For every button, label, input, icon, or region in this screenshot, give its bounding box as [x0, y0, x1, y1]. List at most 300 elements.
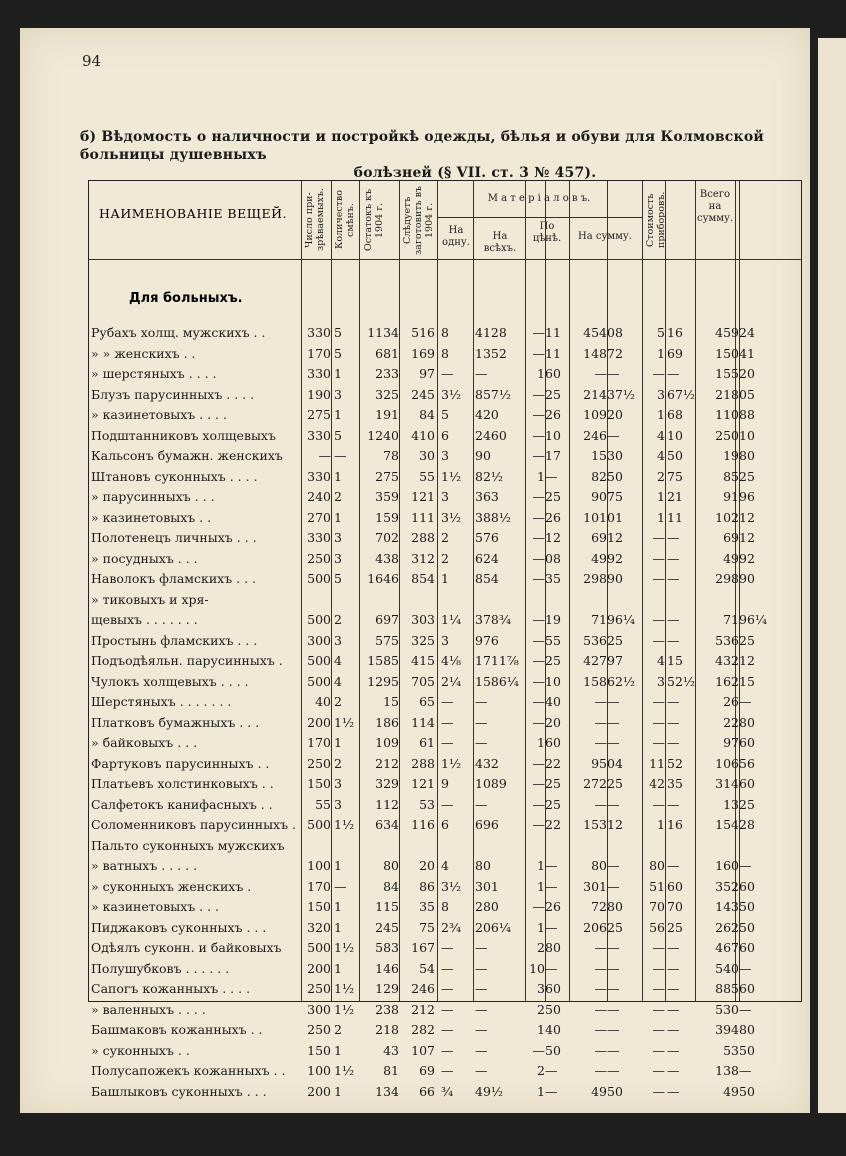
cell-g1: 1: [537, 919, 545, 935]
cell-c: 359: [375, 489, 399, 504]
cell-g1: —: [532, 673, 545, 689]
cell-h1: 69: [591, 530, 607, 545]
cell-g2: 08: [545, 550, 561, 566]
cell-f: 301: [475, 878, 499, 894]
cell-f: 1089: [475, 776, 507, 791]
document-title: [80, 128, 800, 182]
cell-i2: —: [667, 1063, 680, 1078]
cell-a: 250: [307, 1022, 331, 1037]
cell-h2: 97: [607, 653, 623, 668]
cell-h1: 153: [583, 817, 607, 832]
cell-j1: 162: [715, 673, 739, 689]
cell-b: 4: [334, 673, 342, 689]
cell-g1: 2: [537, 1001, 545, 1017]
cell-c: 146: [375, 960, 399, 976]
cell-j2: 20: [739, 366, 755, 381]
cell-f: 576: [475, 530, 499, 545]
cell-f: 1711⅞: [475, 653, 519, 668]
cell-name: Фартуковъ парусинныхъ . .: [91, 755, 270, 771]
cell-g1: —: [532, 427, 545, 443]
cell-i2: 16: [667, 325, 683, 340]
cell-h1: 72: [591, 899, 607, 914]
cell-j1: 19: [723, 448, 739, 463]
cell-a: 500: [307, 673, 331, 689]
table-row: [89, 405, 803, 425]
cell-j1: 298: [715, 571, 739, 586]
cell-name: » байковыхъ . . .: [91, 735, 198, 750]
cell-i1: —: [652, 981, 665, 996]
cell-b: 3: [334, 776, 342, 791]
header-sleduet: Слѣдуетъ заготовить въ 1904 г.: [402, 185, 435, 255]
cell-j2: 50: [739, 919, 755, 935]
cell-g2: 60: [545, 366, 561, 381]
cell-name: Простынь фламскихъ . . .: [91, 632, 258, 648]
cell-d: 61: [419, 735, 435, 750]
cell-j2: 88: [739, 407, 755, 422]
title-line-2: болѣзней (§ VII. ст. 3 № 457).: [353, 165, 597, 181]
cell-i1: —: [652, 1042, 665, 1058]
cell-g1: —: [532, 571, 545, 586]
header-stoim: Стоимость приборовъ.: [645, 191, 667, 249]
cell-f: 420: [475, 407, 499, 422]
cell-a: 100: [307, 1063, 331, 1078]
cell-g2: —: [545, 468, 558, 484]
cell-name: Рубахъ холщ. мужскихъ . .: [91, 325, 266, 340]
cell-g2: 17: [545, 448, 561, 463]
header-na-odnu: На одну.: [442, 225, 470, 248]
cell-j2: 28: [739, 817, 755, 832]
cell-c: 80: [383, 858, 399, 873]
cell-i1: —: [652, 796, 665, 812]
cell-f: 280: [475, 899, 499, 914]
cell-d: 116: [411, 817, 435, 832]
table-row: [89, 815, 803, 835]
cell-a: 40: [315, 694, 331, 709]
cell-j1: 885: [715, 981, 739, 996]
cell-j2: 25: [739, 468, 755, 484]
cell-g2: 26: [545, 509, 561, 525]
cell-g1: —: [532, 345, 545, 361]
cell-i1: 3: [657, 386, 665, 402]
cell-f: —: [475, 694, 488, 709]
cell-g1: —: [532, 899, 545, 914]
cell-i1: 3: [657, 673, 665, 689]
cell-i1: —: [652, 1022, 665, 1037]
cell-c: 275: [375, 468, 399, 484]
cell-e: 4: [441, 858, 449, 873]
cell-d: 167: [411, 940, 435, 955]
cell-i2: 69: [667, 345, 683, 361]
table-row: [89, 774, 803, 794]
cell-name: Штановъ суконныхъ . . . .: [91, 468, 258, 484]
cell-h2: —: [607, 735, 620, 750]
cell-a: 500: [307, 612, 331, 627]
cell-g2: 60: [545, 981, 561, 996]
cell-name: Пиджаковъ суконныхъ . . .: [91, 919, 267, 935]
cell-h2: 90: [607, 571, 623, 586]
table-row: [89, 610, 803, 630]
cell-j1: 110: [715, 407, 739, 422]
cell-a: 190: [307, 386, 331, 402]
cell-i2: —: [667, 530, 680, 545]
cell-e: 2¼: [441, 673, 462, 689]
cell-e: 1¼: [441, 612, 462, 627]
cell-c: 129: [375, 981, 399, 996]
cell-h1: 536: [583, 632, 607, 648]
cell-b: 5: [334, 427, 342, 443]
cell-h1: —: [594, 735, 607, 750]
cell-c: 238: [375, 1001, 399, 1017]
cell-e: 6: [441, 817, 449, 832]
cell-d: 288: [411, 755, 435, 771]
cell-i2: —: [667, 981, 680, 996]
cell-name: Подштанниковъ холщевыхъ: [91, 427, 276, 443]
cell-i1: 1: [657, 489, 665, 504]
cell-j2: —: [739, 858, 752, 873]
cell-i2: 11: [667, 509, 683, 525]
cell-j2: 80: [739, 448, 755, 463]
cell-h1: —: [594, 366, 607, 381]
cell-h2: 12: [607, 530, 623, 545]
cell-g1: —: [532, 653, 545, 668]
cell-h1: 214: [583, 386, 607, 402]
cell-j1: 71: [723, 612, 739, 627]
table-row: [89, 979, 803, 999]
cell-a: 250: [307, 550, 331, 566]
cell-g1: 1: [537, 468, 545, 484]
cell-e: 4⅛: [441, 653, 462, 668]
cell-j2: 12: [739, 509, 755, 525]
cell-j2: 12: [739, 530, 755, 545]
cell-i2: 10: [667, 427, 683, 443]
cell-h1: 298: [583, 571, 607, 586]
cell-a: 170: [307, 735, 331, 750]
cell-g2: 25: [545, 796, 561, 812]
cell-c: 109: [375, 735, 399, 750]
cell-h1: 90: [591, 489, 607, 504]
cell-f: 80: [475, 858, 491, 873]
cell-a: 150: [307, 1042, 331, 1058]
cell-h1: 148: [583, 345, 607, 361]
cell-f: —: [475, 1001, 488, 1017]
cell-h1: 15: [591, 448, 607, 463]
cell-i2: 21: [667, 489, 683, 504]
cell-j1: 13: [723, 796, 739, 812]
cell-i1: 2: [657, 468, 665, 484]
cell-j2: 60: [739, 878, 755, 894]
cell-j1: 106: [715, 755, 739, 771]
cell-d: 97: [419, 366, 435, 381]
cell-d: 20: [419, 858, 435, 873]
cell-name: Блузъ парусинныхъ . . . .: [91, 386, 255, 402]
cell-g2: 40: [545, 694, 561, 709]
cell-f: —: [475, 714, 488, 730]
table-row: [89, 508, 803, 528]
cell-g2: 22: [545, 817, 561, 832]
cell-name: Полусапожекъ кожанныхъ . .: [91, 1063, 286, 1078]
cell-i2: —: [667, 694, 680, 709]
cell-h1: 101: [583, 509, 607, 525]
table-row: [89, 877, 803, 897]
cell-g2: —: [545, 1063, 558, 1078]
cell-a: 330: [307, 366, 331, 381]
cell-f: —: [475, 940, 488, 955]
cell-i1: 70: [649, 899, 665, 914]
cell-g1: 1: [537, 878, 545, 894]
cell-h2: 25: [607, 776, 623, 791]
cell-i1: 4: [657, 427, 665, 443]
cell-d: 516: [411, 325, 435, 340]
cell-h1: —: [594, 1022, 607, 1037]
cell-h2: 01: [607, 509, 623, 525]
cell-e: —: [441, 694, 454, 709]
cell-g1: 1: [537, 858, 545, 873]
header-prizr: Число при-зрѣваемыхъ.: [304, 188, 326, 252]
cell-b: —: [334, 878, 347, 894]
cell-j1: 91: [723, 489, 739, 504]
table-row: [89, 467, 803, 487]
cell-d: 705: [411, 673, 435, 689]
cell-name: » валенныхъ . . . .: [91, 1001, 206, 1017]
table-row: [89, 487, 803, 507]
cell-c: 159: [375, 509, 399, 525]
cell-c: 681: [375, 345, 399, 361]
cell-e: 8: [441, 345, 449, 361]
next-page-edge: [818, 38, 846, 1113]
cell-i1: —: [652, 1001, 665, 1017]
cell-e: —: [441, 981, 454, 996]
cell-j1: 536: [715, 632, 739, 648]
cell-d: 54: [419, 960, 435, 976]
cell-i2: —: [667, 960, 680, 976]
cell-h2: 25: [607, 919, 623, 935]
cell-a: 330: [307, 427, 331, 443]
cell-d: 410: [411, 427, 435, 443]
cell-b: 1: [334, 366, 342, 381]
cell-c: 1646: [367, 571, 399, 586]
cell-g1: —: [532, 325, 545, 340]
table-row: [89, 631, 803, 651]
cell-name: » посудныхъ . . .: [91, 550, 198, 566]
cell-e: 3½: [441, 509, 462, 525]
cell-d: 212: [411, 1001, 435, 1017]
cell-i2: 52½: [667, 673, 696, 689]
cell-g1: —: [532, 817, 545, 832]
cell-d: 246: [411, 981, 435, 996]
cell-b: 5: [334, 325, 342, 340]
cell-g1: —: [532, 796, 545, 812]
cell-e: 3½: [441, 878, 462, 894]
cell-g2: 55: [545, 632, 561, 648]
cell-h2: —: [607, 1001, 620, 1017]
cell-j2: —: [739, 960, 752, 976]
cell-j1: 155: [715, 366, 739, 381]
table-row: [89, 918, 803, 938]
cell-c: 1585: [367, 653, 399, 668]
cell-g2: 25: [545, 653, 561, 668]
cell-f: —: [475, 366, 488, 381]
cell-h1: —: [594, 940, 607, 955]
cell-g1: —: [532, 755, 545, 771]
cell-name: » » женскихъ . .: [91, 345, 196, 361]
cell-a: 55: [315, 796, 331, 812]
cell-d: 245: [411, 386, 435, 402]
cell-a: 330: [307, 530, 331, 545]
cell-j2: 41: [739, 345, 755, 361]
cell-f: 624: [475, 550, 499, 566]
cell-e: 3½: [441, 386, 462, 402]
cell-g1: —: [532, 509, 545, 525]
table-row: [89, 549, 803, 569]
cell-g2: 50: [545, 1042, 561, 1058]
cell-e: 3: [441, 632, 449, 648]
cell-name: Шерстяныхъ . . . . . . .: [91, 694, 232, 709]
cell-i2: —: [667, 858, 680, 873]
cell-i2: —: [667, 366, 680, 381]
cell-a: 330: [307, 468, 331, 484]
page-number: 94: [82, 52, 102, 70]
cell-f: 1586¼: [475, 673, 519, 689]
cell-c: 634: [375, 817, 399, 832]
header-na-vseh: На всѣхъ.: [483, 231, 517, 254]
cell-c: 1134: [367, 325, 399, 340]
cell-e: —: [441, 1022, 454, 1037]
cell-e: 6: [441, 427, 449, 443]
cell-d: 35: [419, 899, 435, 914]
header-na-summu: На сумму.: [578, 231, 632, 242]
cell-h1: —: [594, 1042, 607, 1058]
cell-f: 432: [475, 755, 499, 771]
cell-j1: 250: [715, 427, 739, 443]
cell-i2: 16: [667, 817, 683, 832]
cell-b: 1: [334, 1042, 342, 1058]
cell-e: 3: [441, 448, 449, 463]
cell-j2: 92: [739, 550, 755, 566]
cell-g1: —: [532, 776, 545, 791]
cell-h2: —: [607, 427, 620, 443]
cell-f: 857½: [475, 386, 511, 402]
cell-e: 3: [441, 489, 449, 504]
table-row: [89, 323, 803, 343]
cell-name: щевыхъ . . . . . . .: [91, 612, 198, 627]
cell-a: 500: [307, 817, 331, 832]
cell-h2: —: [607, 1022, 620, 1037]
cell-b: 1½: [334, 940, 355, 955]
cell-e: 2: [441, 530, 449, 545]
cell-g2: 50: [545, 1001, 561, 1017]
cell-i1: 1: [657, 509, 665, 525]
cell-g2: 20: [545, 714, 561, 730]
cell-d: 854: [411, 571, 435, 586]
cell-h1: —: [594, 1001, 607, 1017]
cell-f: 49½: [475, 1083, 504, 1099]
cell-c: 325: [375, 386, 399, 402]
cell-h1: —: [594, 1063, 607, 1078]
table-row: [89, 651, 803, 671]
cell-a: 500: [307, 653, 331, 668]
cell-b: 1½: [334, 1001, 355, 1017]
cell-h1: 71: [591, 612, 607, 627]
cell-name: Башлыковъ суконныхъ . . .: [91, 1083, 267, 1099]
cell-h2: —: [607, 858, 620, 873]
cell-c: 78: [383, 448, 399, 463]
cell-h1: 454: [583, 325, 607, 340]
table-row: [89, 672, 803, 692]
cell-b: 1½: [334, 1063, 355, 1078]
cell-i1: —: [652, 940, 665, 955]
cell-j2: 50: [739, 899, 755, 914]
cell-d: 325: [411, 632, 435, 648]
cell-j2: —: [739, 1063, 752, 1078]
table-row: [89, 1041, 803, 1061]
cell-j2: 96¼: [739, 612, 768, 627]
cell-d: 107: [411, 1042, 435, 1058]
cell-h2: 30: [607, 448, 623, 463]
table-row: [89, 1061, 803, 1081]
cell-h1: 82: [591, 468, 607, 484]
cell-g1: 1: [537, 366, 545, 381]
cell-j1: 467: [715, 940, 739, 955]
cell-name: Кальсонъ бумажн. женскихъ: [91, 448, 283, 463]
cell-e: 9: [441, 776, 449, 791]
cell-j1: 459: [715, 325, 739, 340]
cell-h2: —: [607, 940, 620, 955]
cell-e: —: [441, 1042, 454, 1058]
header-vsego: Всего на сумму.: [697, 189, 734, 224]
cell-g2: 10: [545, 427, 561, 443]
cell-f: 2460: [475, 427, 507, 443]
cell-g1: —: [532, 694, 545, 709]
cell-b: 1: [334, 407, 342, 422]
cell-h2: 50: [607, 1083, 623, 1099]
cell-e: —: [441, 735, 454, 750]
cell-c: 15: [383, 694, 399, 709]
cell-d: 30: [419, 448, 435, 463]
cell-j2: 90: [739, 571, 755, 586]
inventory-table: [88, 180, 802, 1099]
cell-h1: 95: [591, 755, 607, 771]
cell-g2: 26: [545, 407, 561, 422]
cell-c: 186: [375, 714, 399, 730]
cell-h1: 301: [583, 878, 607, 894]
cell-j1: 49: [723, 1083, 739, 1099]
cell-e: 1½: [441, 755, 462, 771]
cell-j1: 85: [723, 468, 739, 484]
cell-c: 233: [375, 366, 399, 381]
cell-h2: —: [607, 366, 620, 381]
cell-g1: —: [532, 448, 545, 463]
cell-g1: —: [532, 386, 545, 402]
table-row: [89, 733, 803, 753]
cell-b: 1: [334, 858, 342, 873]
cell-g1: 2: [537, 940, 545, 955]
cell-a: 170: [307, 878, 331, 894]
cell-j2: 50: [739, 1042, 755, 1058]
cell-b: 1: [334, 468, 342, 484]
cell-b: 1: [334, 899, 342, 914]
cell-a: 320: [307, 919, 331, 935]
cell-h2: 20: [607, 407, 623, 422]
cell-j1: 530: [715, 1001, 739, 1017]
cell-f: 1352: [475, 345, 507, 361]
cell-j2: —: [739, 1001, 752, 1017]
cell-h2: —: [607, 1063, 620, 1078]
cell-i2: —: [667, 550, 680, 566]
cell-h1: 427: [583, 653, 607, 668]
cell-d: 111: [411, 509, 435, 525]
cell-j2: 60: [739, 981, 755, 996]
cell-b: 1: [334, 1083, 342, 1099]
